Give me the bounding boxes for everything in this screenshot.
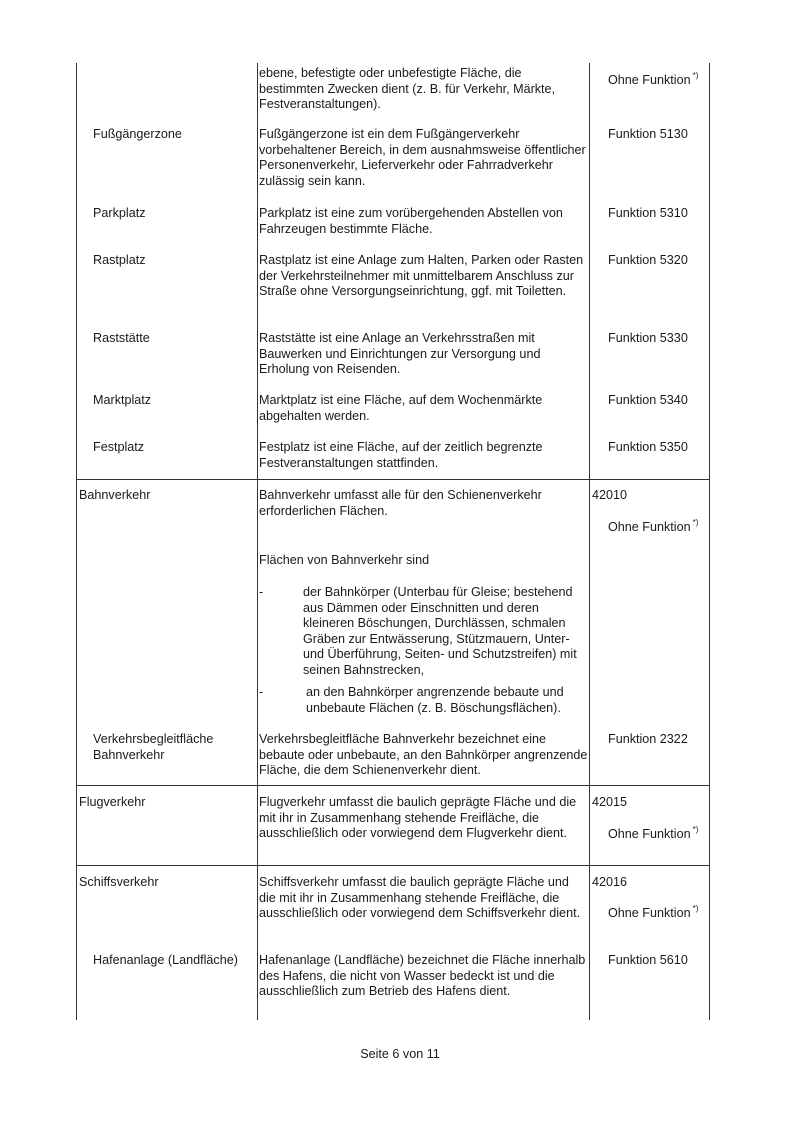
bullet-text: an den Bahnkörper angrenzende bebaute und unbebaute Flächen (z. B. Böschungsflächen). — [306, 685, 564, 715]
footnote-marker: *) — [692, 904, 699, 913]
cell-name: Flugverkehr — [79, 795, 146, 809]
cell-function: Funktion 5610 — [608, 953, 688, 967]
function-label: Ohne Funktion — [608, 73, 691, 87]
row-divider — [76, 479, 710, 480]
cell-name: Marktplatz — [93, 393, 152, 407]
row-divider — [76, 785, 710, 786]
page-footer: Seite 6 von 11 — [360, 1047, 440, 1061]
footnote-marker: *) — [692, 825, 699, 834]
table-border-right — [709, 63, 710, 1020]
cell-name: Festplatz — [93, 440, 145, 454]
cell-description: Bahnverkehr umfasst alle für den Schienenverkehr erforderlichen Flächen. — [259, 488, 542, 518]
cell-name: Parkplatz — [93, 206, 146, 220]
cell-description: Verkehrsbegleitfläche Bahnverkehr bezeichnet eine bebaute oder unbebaute, an den Bahnkörper angrenzende Fläche, die dem Schienenverkehr dient. — [259, 732, 588, 778]
cell-name: Rastplatz — [93, 253, 146, 267]
cell-function: Funktion 5340 — [608, 393, 688, 407]
cell-function: Funktion 5130 — [608, 127, 688, 141]
cell-name: Schiffsverkehr — [79, 875, 159, 889]
function-label: Ohne Funktion — [608, 827, 691, 841]
table-divider-col2 — [257, 63, 258, 1020]
cell-description: Fußgängerzone ist ein dem Fußgängerverkehr vorbehaltener Bereich, in dem ausnahmsweise öffentlicher Personenverkehr, Lieferverkehr oder Fahrradverkehr zulässig sein kann. — [259, 127, 586, 188]
cell-name: Hafenanlage (Landfläche) — [93, 953, 238, 967]
cell-name: Bahnverkehr — [79, 488, 151, 502]
cell-function: Funktion 5320 — [608, 253, 688, 267]
cell-function: Funktion 5310 — [608, 206, 688, 220]
cell-function: Funktion 2322 — [608, 732, 688, 746]
cell-code: 42010 — [592, 488, 628, 502]
description-intro: Flächen von Bahnverkehr sind — [259, 553, 430, 567]
cell-description: ebene, befestigte oder unbefestigte Fläche, die bestimmten Zwecken dient (z. B. für Verkehr, Märkte, Festveranstaltungen). — [259, 66, 556, 112]
cell-description: Festplatz ist eine Fläche, auf der zeitlich begrenzte Festveranstaltungen stattfinden. — [259, 440, 543, 470]
cell-code: 42015 — [592, 795, 628, 809]
cell-description: Raststätte ist eine Anlage an Verkehrsstraßen mit Bauwerken und Einrichtungen zur Versorgung und Erholung von Reisenden. — [259, 331, 541, 377]
cell-function: Funktion 5330 — [608, 331, 688, 345]
cell-function — [608, 520, 698, 537]
footnote-marker: *) — [692, 71, 699, 80]
cell-description: Rastplatz ist eine Anlage zum Halten, Parken oder Rasten der Verkehrsteilnehmer mit unmittelbarem Anschluss zur Straße ohne Versorgungseinrichtung, ggf. mit Toiletten. — [259, 253, 584, 299]
cell-function — [608, 906, 698, 923]
bullet-marker: - — [259, 585, 264, 599]
function-label: Ohne Funktion — [608, 520, 691, 534]
cell-description: Flugverkehr umfasst die baulich geprägte Fläche und die mit ihr in Zusammenhang stehende Freifläche, die ausschließlich oder vorwiegend dem Flugverkehr dient. — [259, 795, 577, 841]
row-divider — [76, 865, 710, 866]
cell-name-line: Bahnverkehr — [93, 748, 165, 762]
footnote-marker: *) — [692, 518, 699, 527]
table-border-left — [76, 63, 77, 1020]
table-divider-col3 — [589, 63, 590, 1020]
cell-description: Marktplatz ist eine Fläche, auf dem Wochenmärkte abgehalten werden. — [259, 393, 543, 423]
cell-function: Funktion 5350 — [608, 440, 688, 454]
function-label: Ohne Funktion — [608, 906, 691, 920]
cell-description: Schiffsverkehr umfasst die baulich geprägte Fläche und die mit ihr in Zusammenhang stehende Freifläche, die ausschließlich oder vorwiegend dem Schiffsverkehr dient. — [259, 875, 581, 921]
cell-description: Hafenanlage (Landfläche) bezeichnet die Fläche innerhalb des Hafens, die nicht von Wasser bedeckt ist und die ausschließlich zum Betrieb des Hafens dient. — [259, 953, 586, 999]
cell-function — [608, 73, 698, 90]
bullet-text: der Bahnkörper (Unterbau für Gleise; bestehend aus Dämmen oder Einschnitten und deren kleineren Böschungen, Durchlässen, schmalen Gräben zur Entwässerung, Stützmauern, Unter- und Überführung, Seiten- und Schutzstreifen) mit seinen Bahnstrecken, — [303, 585, 577, 677]
cell-function — [608, 827, 698, 844]
cell-code: 42016 — [592, 875, 628, 889]
cell-description: Parkplatz ist eine zum vorübergehenden Abstellen von Fahrzeugen bestimmte Fläche. — [259, 206, 563, 236]
cell-name: Raststätte — [93, 331, 150, 345]
cell-name-line: Verkehrsbegleitfläche — [93, 732, 214, 746]
bullet-marker: - — [259, 685, 264, 699]
cell-name: Fußgängerzone — [93, 127, 182, 141]
